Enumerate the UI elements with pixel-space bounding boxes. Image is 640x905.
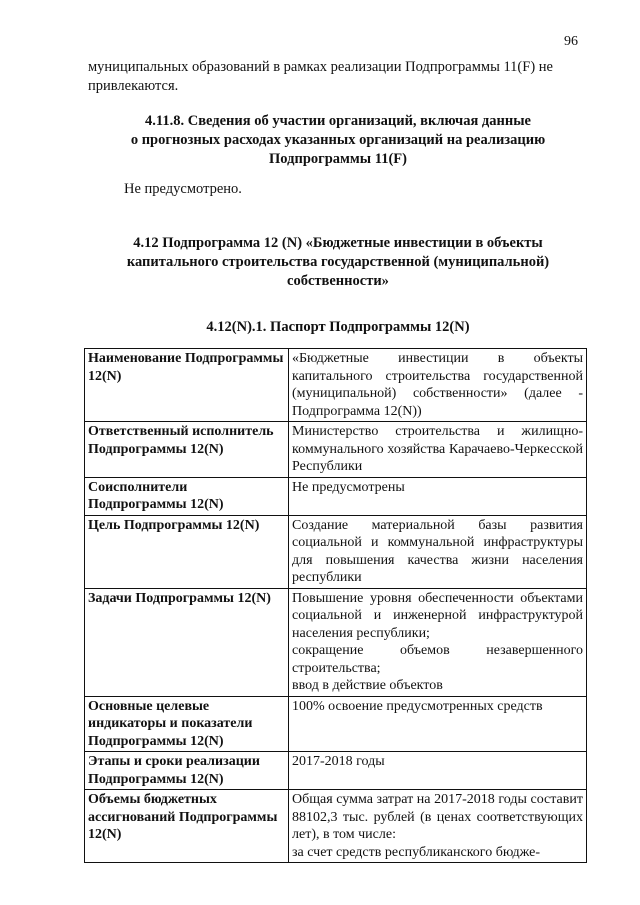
value-line: 2017-2018 годы [292, 754, 385, 769]
row-label: Объемы бюджетных ассигнований Подпрограммы 12(N) [85, 790, 289, 863]
table-row [85, 588, 587, 696]
table-row [85, 696, 587, 752]
row-value [289, 588, 587, 696]
value-line: Не предусмотрены [292, 479, 405, 495]
value-line: «Бюджетные инвестиции в объекты капитального строительства государственной (муниципальной) собственности» (далее - Подпрограмма 12(N)) [292, 351, 583, 419]
value-line: Министерство строительства и жилищно-коммунального хозяйства Карачаево-Черкесской Республики [292, 424, 583, 474]
row-value [289, 752, 587, 790]
table-row [85, 515, 587, 588]
table-row [85, 422, 587, 478]
value-line: за счет средств республиканского бюдже- [292, 844, 541, 860]
heading-line: капитального строительства государственной (муниципальной) [126, 254, 550, 270]
row-value [289, 790, 587, 863]
row-label: Цель Подпрограммы 12(N) [85, 515, 289, 588]
row-value [289, 696, 587, 752]
heading-line: 4.12(N).1. Паспорт Подпрограммы 12(N) [206, 319, 470, 335]
passport-title [88, 318, 588, 337]
value-line: Повышение уровня обеспеченности объектами социальной и инженерной инфраструктурой населения республики; [292, 590, 583, 641]
section-4-12-heading [88, 234, 588, 291]
table-row [85, 790, 587, 863]
section-4-11-8-heading [88, 112, 588, 169]
row-label: Наименование Подпрограммы 12(N) [85, 349, 289, 422]
table-row [85, 752, 587, 790]
row-label: Задачи Подпрограммы 12(N) [85, 588, 289, 696]
heading-line: собственности» [287, 273, 389, 289]
heading-line: 4.12 Подпрограмма 12 (N) «Бюджетные инвестиции в объекты [133, 235, 543, 251]
row-value [289, 349, 587, 422]
row-value [289, 515, 587, 588]
table-row [85, 349, 587, 422]
table-row [85, 477, 587, 515]
row-label: Основные целевые индикаторы и показатели Подпрограммы 12(N) [85, 696, 289, 752]
passport-table [84, 348, 587, 863]
page-number: 96 [564, 34, 578, 49]
intro-paragraph: муниципальных образований в рамках реализации Подпрограммы 11(F) не привлекаются. [88, 59, 553, 94]
value-line: ввод в действие объектов [292, 678, 443, 693]
value-line: Создание материальной базы развития социальной и коммунальной инфраструктуры для повышения качества жизни населения республики [292, 517, 583, 585]
row-value [289, 477, 587, 515]
value-line: 100% освоение предусмотренных средств [292, 698, 543, 714]
value-line: сокращение объемов незавершенного строительства; [292, 643, 583, 676]
heading-line: о прогнозных расходах указанных организаций на реализацию [130, 132, 546, 148]
section-4-11-8-body: Не предусмотрено. [124, 181, 242, 197]
row-label: Ответственный исполнитель Подпрограммы 12(N) [85, 422, 289, 478]
row-value [289, 422, 587, 478]
value-line: Общая сумма затрат на 2017-2018 годы составит 88102,3 тыс. рублей (в ценах соответствующих лет), в том числе: [292, 792, 583, 842]
heading-line: Подпрограммы 11(F) [269, 151, 407, 167]
heading-line: 4.11.8. Сведения об участии организаций, включая данные [145, 113, 531, 129]
row-label: Этапы и сроки реализации Подпрограммы 12(N) [85, 752, 289, 790]
row-label: Соисполнители Подпрограммы 12(N) [85, 477, 289, 515]
